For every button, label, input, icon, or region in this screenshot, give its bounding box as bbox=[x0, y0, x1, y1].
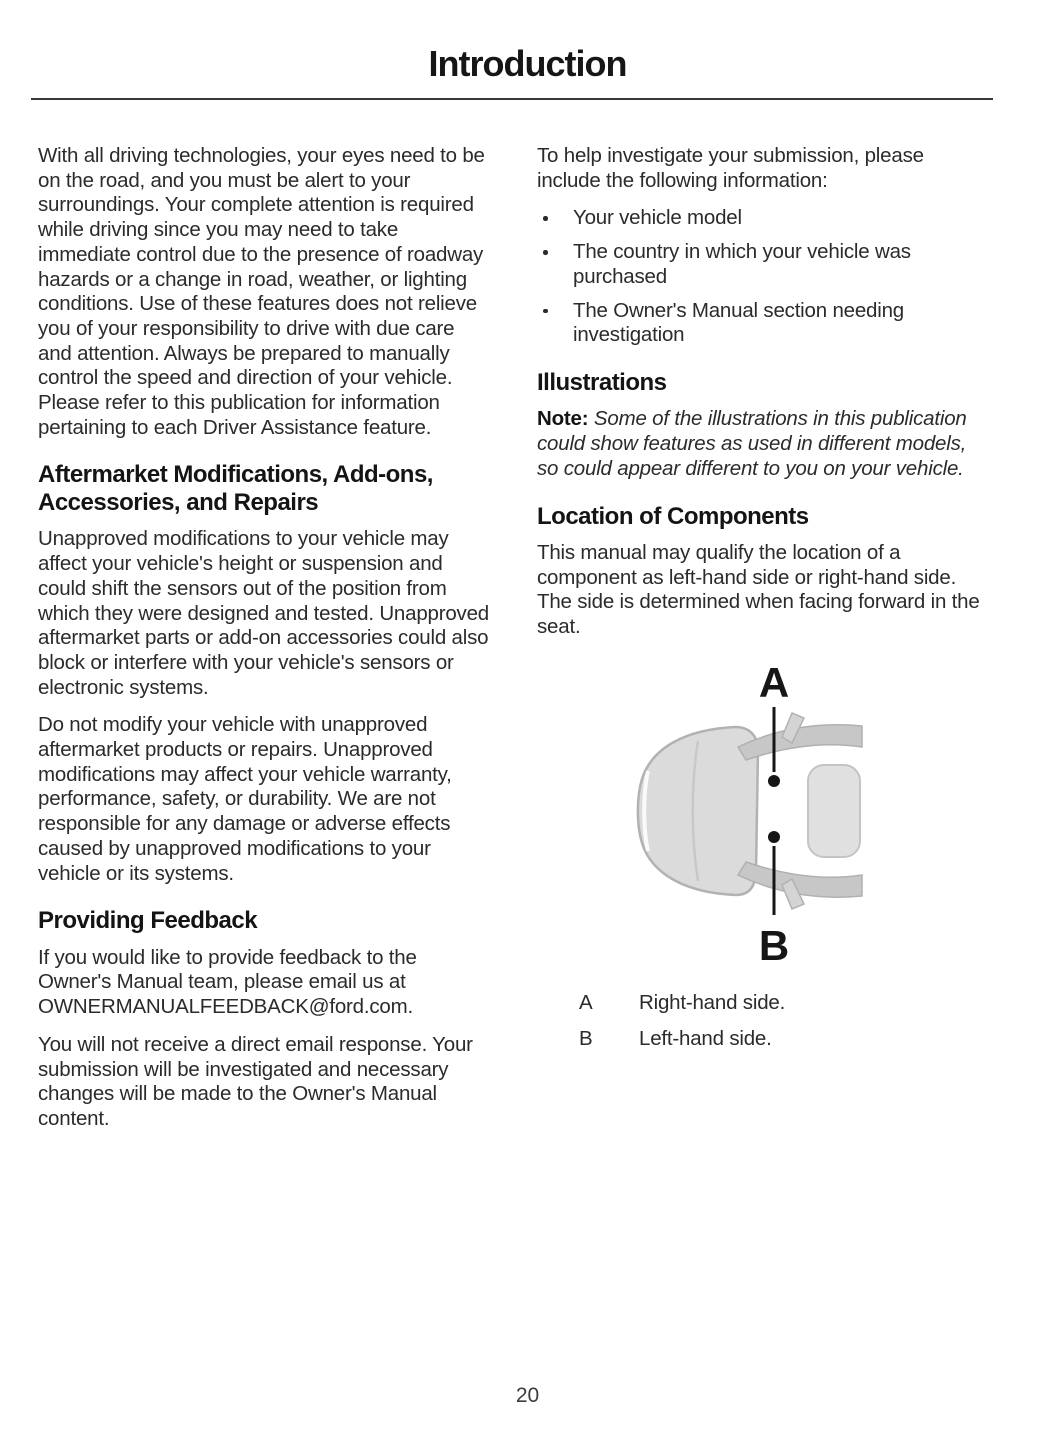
list-item bbox=[537, 299, 990, 348]
callout-a-label: A bbox=[758, 658, 789, 706]
vehicle-top-view-illustration bbox=[584, 653, 944, 983]
intro-paragraph: With all driving technologies, your eyes need to be on the road, and you must be alert to your surroundings. Your complete attention is required while driving since you may need to take immediate control due to the presence of roadway hazards or a change in road, weather, or lighting conditions. Use of these features does not relieve you of your responsibility to drive with due care and attention. Always be prepared to manually control the speed and direction of your vehicle. Please refer to this publication for information pertaining to each Driver Assistance feature. bbox=[38, 144, 485, 439]
bullet-icon bbox=[543, 309, 548, 314]
page-title: Introduction bbox=[428, 43, 627, 84]
page-number: 20 bbox=[515, 1384, 540, 1407]
legend-label: Right-hand side. bbox=[639, 990, 786, 1014]
note-text: Some of the illustrations in this publication could show features as used in different models, so could appear different to you on your vehicle. bbox=[537, 407, 967, 480]
page-header bbox=[0, 0, 1055, 100]
location-paragraph: This manual may qualify the location of a component as left-hand side or right-hand side. The side is determined when facing forward in the seat. bbox=[537, 541, 980, 639]
callout-legend bbox=[579, 991, 990, 1051]
section-heading-aftermarket: Aftermarket Modifications, Add-ons, Accessories, and Repairs bbox=[38, 461, 433, 516]
list-item-text: The country in which your vehicle was purchased bbox=[573, 240, 911, 288]
left-column bbox=[38, 144, 491, 1145]
car-body-group bbox=[637, 713, 861, 909]
section-heading-illustrations: Illustrations bbox=[537, 368, 667, 396]
note-label: Note: bbox=[537, 407, 589, 431]
callout-b-dot bbox=[768, 831, 780, 843]
car-bottom-rail bbox=[738, 862, 862, 897]
submission-info-list bbox=[537, 206, 990, 348]
aftermarket-paragraph-2: Do not modify your vehicle with unapproved aftermarket products or repairs. Unapproved modifications may affect your vehicle warranty, performance, safety, or durability. We are not responsible for any damage or adverse effects caused by unapproved modifications to your vehicle or its systems. bbox=[38, 713, 452, 885]
section-heading-feedback: Providing Feedback bbox=[38, 907, 258, 935]
list-item bbox=[537, 206, 990, 231]
callout-b-label: B bbox=[758, 921, 789, 969]
legend-row bbox=[579, 1027, 990, 1052]
right-column bbox=[537, 144, 990, 1145]
legend-row bbox=[579, 991, 990, 1016]
bullet-icon bbox=[543, 216, 548, 221]
feedback-paragraph-2: You will not receive a direct email response. Your submission will be investigated and necessary changes will be made to the Owner's Manual content. bbox=[38, 1032, 473, 1130]
car-roof bbox=[808, 765, 860, 857]
car-hood bbox=[637, 727, 757, 895]
legend-key: B bbox=[579, 1026, 593, 1050]
legend-key: A bbox=[579, 990, 593, 1014]
car-top-rail bbox=[738, 725, 862, 760]
bullet-icon bbox=[543, 250, 548, 255]
list-item bbox=[537, 240, 990, 289]
illustrations-note bbox=[537, 407, 990, 481]
list-item-text: The Owner's Manual section needing investigation bbox=[573, 298, 904, 347]
legend-label: Left-hand side. bbox=[639, 1026, 772, 1050]
content-columns bbox=[0, 100, 1055, 1145]
submission-intro-paragraph: To help investigate your submission, please include the following information: bbox=[537, 144, 924, 192]
section-heading-location: Location of Components bbox=[537, 502, 809, 530]
callout-group bbox=[758, 659, 788, 969]
feedback-paragraph-1: If you would like to provide feedback to the Owner's Manual team, please email us at OWNERMANUALFEEDBACK@ford.com. bbox=[38, 945, 417, 1019]
callout-a-dot bbox=[768, 775, 780, 787]
aftermarket-paragraph-1: Unapproved modifications to your vehicle may affect your vehicle's height or suspension and could shift the sensors out of the position from which they were designed and tested. Unapproved aftermarket parts or add-on accessories could also block or interfere with your vehicle's sensors or electronic systems. bbox=[38, 527, 490, 699]
vehicle-top-view-drawing bbox=[584, 653, 944, 983]
list-item-text: Your vehicle model bbox=[573, 206, 742, 230]
